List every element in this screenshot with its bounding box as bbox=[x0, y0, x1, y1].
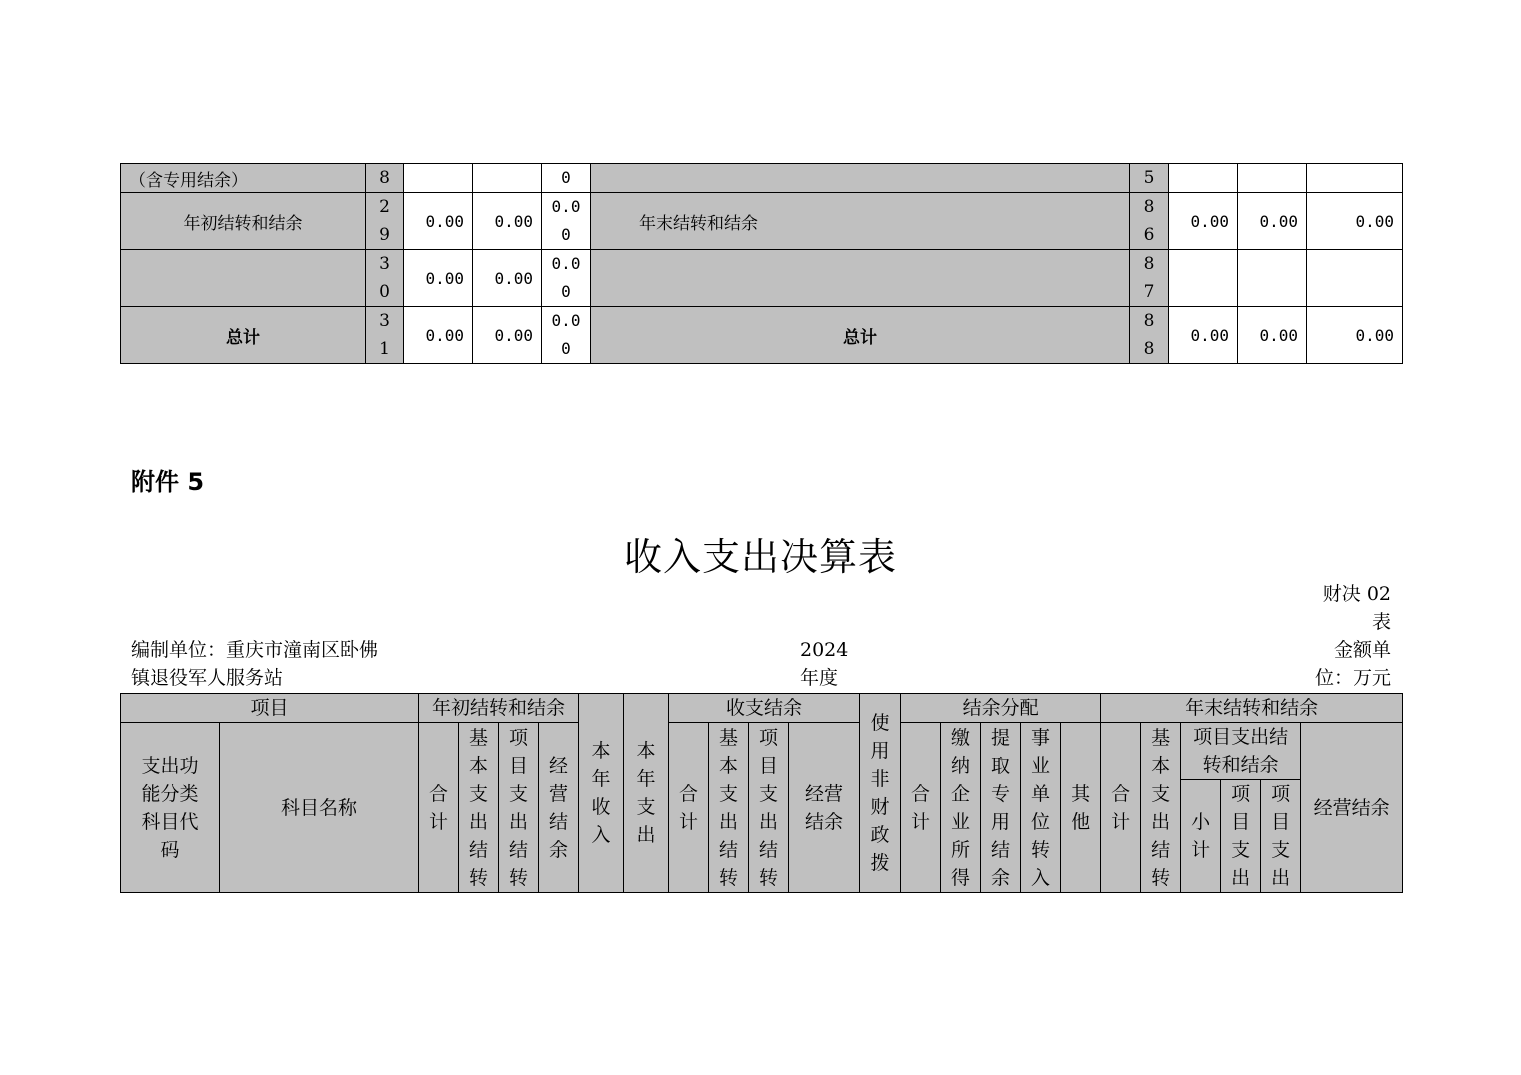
header-opening-operating bbox=[539, 723, 579, 893]
carryover-table bbox=[120, 163, 1403, 364]
header-dist-tax-text: 缴纳企业所得 bbox=[951, 726, 971, 889]
amount-unit-line: 位：万元 bbox=[1314, 667, 1391, 689]
left-value bbox=[473, 164, 542, 193]
form-code bbox=[1323, 580, 1391, 636]
header-closing-subtotal bbox=[1181, 780, 1221, 893]
line-number-digit: 8 bbox=[1143, 339, 1155, 359]
line-number-digit: 8 bbox=[1143, 254, 1155, 274]
right-line-number bbox=[1130, 307, 1169, 364]
compiling-unit bbox=[131, 636, 378, 692]
left-item-label bbox=[121, 250, 366, 307]
left-item-label: 总计 bbox=[121, 307, 366, 364]
left-line-number bbox=[366, 193, 404, 250]
header-dist-special-text: 提取专用结余 bbox=[991, 726, 1011, 889]
right-value bbox=[1307, 250, 1403, 307]
header-closing-project-carry bbox=[1181, 723, 1301, 780]
header-opening-basic-text: 基本支出结转 bbox=[469, 726, 489, 889]
right-item-label: 总计 bbox=[591, 307, 1130, 364]
header-opening-project-text: 项目支出结转 bbox=[509, 726, 529, 889]
header-balance: 收支结余 bbox=[669, 694, 860, 723]
header-closing-proj-exp-b-text: 项目支出 bbox=[1271, 783, 1291, 889]
attachment-label: 附件 5 bbox=[131, 468, 205, 496]
report-year bbox=[800, 636, 848, 692]
form-code-line: 财决 02 bbox=[1322, 583, 1391, 605]
header-opening-project bbox=[499, 723, 539, 893]
header-dist-total bbox=[901, 723, 941, 893]
left-line-number bbox=[366, 307, 404, 364]
header-closing-project-carry-text: 项目支出结转和结余 bbox=[1193, 726, 1289, 776]
header-opening-balance: 年初结转和结余 bbox=[419, 694, 579, 723]
header-balance-basic bbox=[709, 723, 749, 893]
line-number-digit: 8 bbox=[379, 168, 390, 188]
left-value: 0.00 bbox=[473, 307, 542, 364]
left-value: 0 bbox=[542, 164, 591, 193]
left-line-number bbox=[366, 164, 404, 193]
right-value: 0.00 bbox=[1238, 193, 1307, 250]
right-item-label bbox=[591, 164, 1130, 193]
left-value: 0.00 bbox=[473, 193, 542, 250]
line-number-digit: 7 bbox=[1143, 282, 1155, 302]
right-value: 0.00 bbox=[1169, 193, 1238, 250]
left-value: 0.00 bbox=[473, 250, 542, 307]
line-number-digit: 2 bbox=[379, 197, 390, 217]
header-expense-text: 本年支出 bbox=[636, 740, 656, 846]
left-value: 0.0 0 bbox=[542, 250, 591, 307]
amount-unit-line: 金额单 bbox=[1333, 639, 1391, 661]
header-closing-subtotal-text: 小计 bbox=[1191, 811, 1211, 861]
table-row bbox=[121, 307, 1403, 364]
header-opening-total-text: 合计 bbox=[429, 782, 449, 833]
header-opening-operating-text: 经营结余 bbox=[549, 754, 569, 861]
right-value bbox=[1169, 164, 1238, 193]
header-dist-unit-text: 事业单位转入 bbox=[1031, 726, 1051, 889]
header-balance-operating-text: 经营结余 bbox=[805, 782, 844, 833]
line-number-digit: 8 bbox=[1143, 311, 1155, 331]
header-closing-balance: 年末结转和结余 bbox=[1101, 694, 1403, 723]
income-expense-header-table bbox=[120, 693, 1403, 893]
header-closing-basic-text: 基本支出结转 bbox=[1151, 726, 1171, 889]
line-number-digit: 1 bbox=[379, 339, 390, 359]
header-func-code-text: 支出功能分类科目代码 bbox=[141, 754, 199, 861]
header-closing-total bbox=[1101, 723, 1141, 893]
left-value bbox=[404, 164, 473, 193]
line-number-digit: 6 bbox=[1143, 225, 1155, 245]
right-value bbox=[1307, 164, 1403, 193]
header-dist-total-text: 合计 bbox=[911, 782, 931, 833]
left-value: 0.0 0 bbox=[542, 193, 591, 250]
right-line-number bbox=[1130, 193, 1169, 250]
line-number-digit: 0 bbox=[379, 282, 390, 302]
header-balance-operating bbox=[789, 723, 860, 893]
left-item-label: （含专用结余） bbox=[121, 164, 366, 193]
right-value bbox=[1169, 250, 1238, 307]
right-value: 0.00 bbox=[1307, 193, 1403, 250]
right-value: 0.00 bbox=[1169, 307, 1238, 364]
header-project: 项目 bbox=[121, 694, 419, 723]
header-dist-unit bbox=[1021, 723, 1061, 893]
header-dist-special bbox=[981, 723, 1021, 893]
right-item-label bbox=[591, 250, 1130, 307]
header-distribution: 结余分配 bbox=[901, 694, 1101, 723]
header-non-fiscal-text: 使用非财政拨 bbox=[870, 712, 890, 874]
header-closing-proj-exp-b bbox=[1261, 780, 1301, 893]
line-number-digit: 9 bbox=[379, 225, 390, 245]
header-non-fiscal bbox=[860, 694, 901, 893]
right-value: 0.00 bbox=[1307, 307, 1403, 364]
header-closing-operating: 经营结余 bbox=[1301, 723, 1403, 893]
header-balance-total-text: 合计 bbox=[679, 782, 699, 833]
left-value: 0.00 bbox=[404, 250, 473, 307]
left-item-label: 年初结转和结余 bbox=[121, 193, 366, 250]
line-number-digit: 3 bbox=[379, 254, 390, 274]
right-item-label: 年末结转和结余 bbox=[591, 193, 1130, 250]
header-income bbox=[579, 694, 624, 893]
line-number-digit: 5 bbox=[1143, 168, 1155, 188]
amount-unit bbox=[1315, 636, 1391, 692]
compiling-unit-line: 镇退役军人服务站 bbox=[131, 667, 284, 689]
header-balance-project-text: 项目支出结转 bbox=[759, 726, 779, 889]
header-closing-total-text: 合计 bbox=[1111, 782, 1131, 833]
header-balance-total bbox=[669, 723, 709, 893]
compiling-unit-line: 编制单位：重庆市潼南区卧佛 bbox=[131, 639, 379, 661]
left-value: 0.0 0 bbox=[542, 307, 591, 364]
header-closing-proj-exp-a-text: 项目支出 bbox=[1231, 783, 1251, 889]
header-expense bbox=[624, 694, 669, 893]
left-line-number bbox=[366, 250, 404, 307]
table-row bbox=[121, 250, 1403, 307]
header-closing-basic bbox=[1141, 723, 1181, 893]
header-func-code bbox=[121, 723, 220, 893]
right-line-number bbox=[1130, 250, 1169, 307]
form-code-line: 表 bbox=[1371, 611, 1391, 633]
header-balance-project bbox=[749, 723, 789, 893]
header-dist-tax bbox=[941, 723, 981, 893]
right-line-number bbox=[1130, 164, 1169, 193]
report-title: 收入支出决算表 bbox=[623, 535, 897, 579]
header-dist-other-text: 其他 bbox=[1071, 782, 1091, 833]
header-income-text: 本年收入 bbox=[591, 740, 611, 846]
table-row bbox=[121, 164, 1403, 193]
right-value: 0.00 bbox=[1238, 307, 1307, 364]
report-year-line: 2024 bbox=[800, 639, 849, 661]
table-row bbox=[121, 193, 1403, 250]
header-opening-total bbox=[419, 723, 459, 893]
header-balance-basic-text: 基本支出结转 bbox=[719, 726, 739, 889]
right-value bbox=[1238, 250, 1307, 307]
report-year-line: 年度 bbox=[800, 667, 839, 689]
header-subject-name: 科目名称 bbox=[220, 723, 419, 893]
right-value bbox=[1238, 164, 1307, 193]
line-number-digit: 8 bbox=[1143, 197, 1155, 217]
left-value: 0.00 bbox=[404, 193, 473, 250]
header-opening-basic bbox=[459, 723, 499, 893]
line-number-digit: 3 bbox=[379, 311, 390, 331]
header-closing-proj-exp-a bbox=[1221, 780, 1261, 893]
header-dist-other bbox=[1061, 723, 1101, 893]
left-value: 0.00 bbox=[404, 307, 473, 364]
